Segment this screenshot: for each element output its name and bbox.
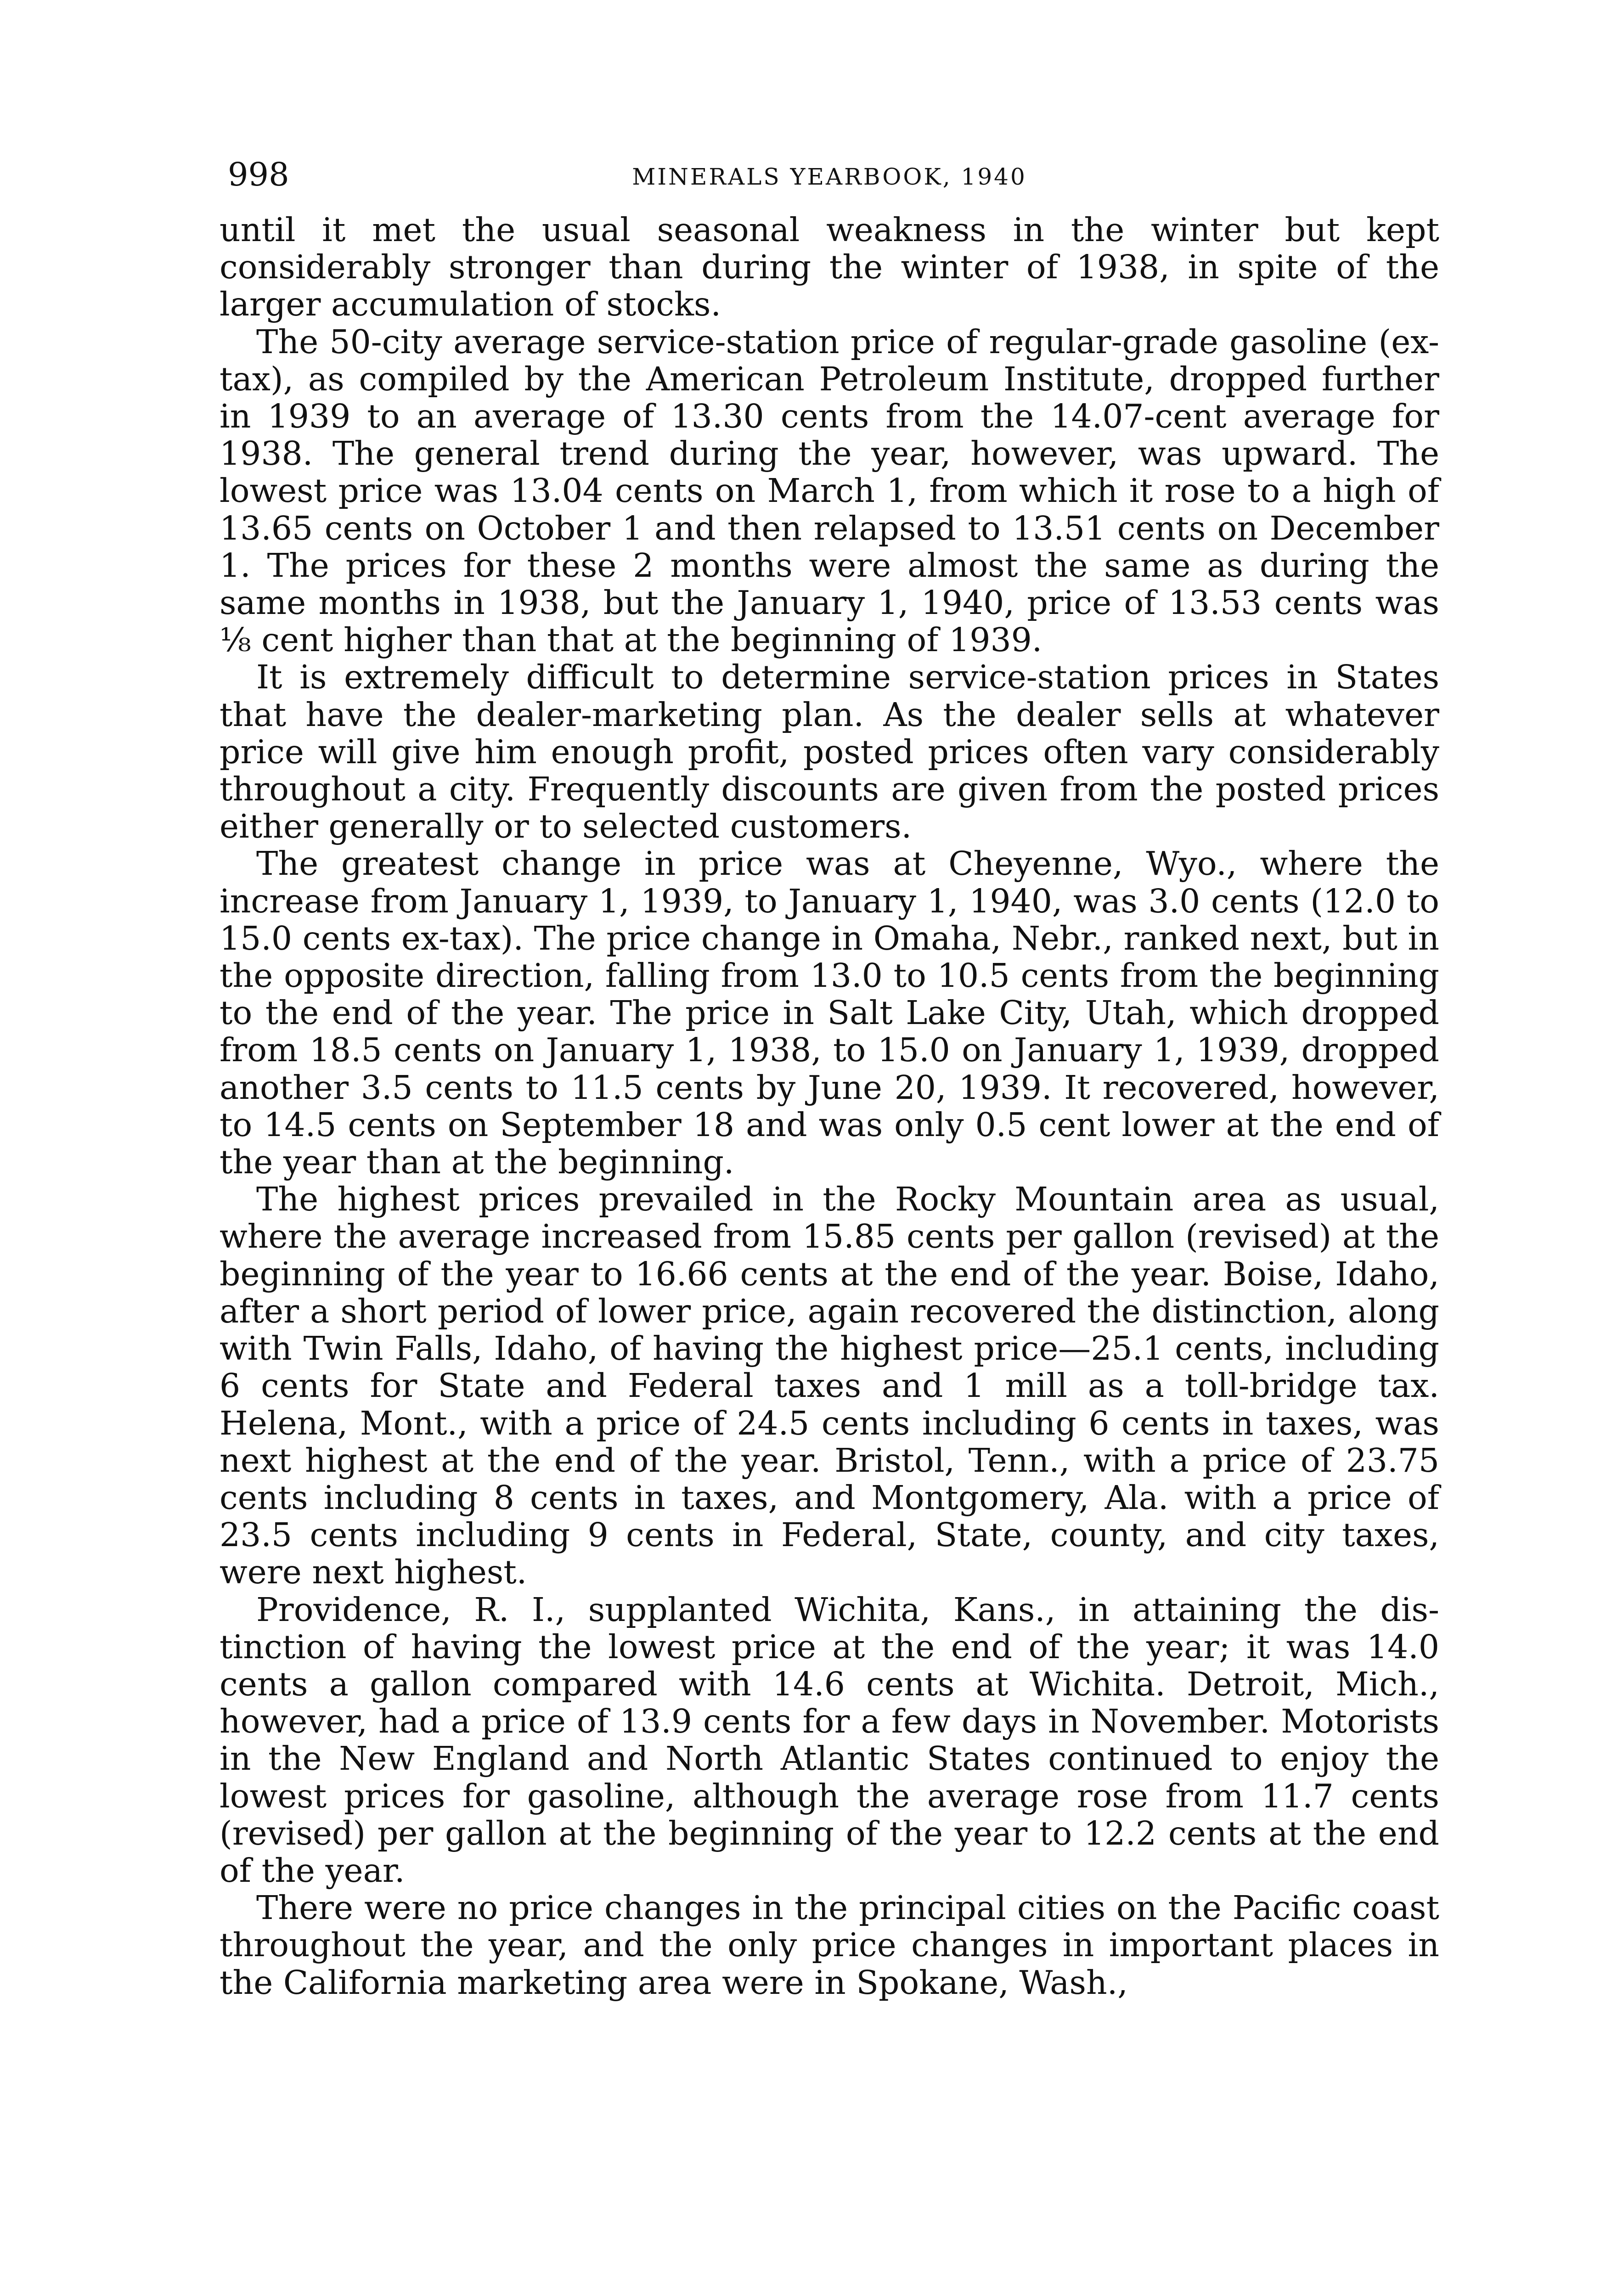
paragraph-highest-prices: The highest prices prevailed in the Rocky Mountain area as usual, where the average increased from 15.85 cents per gallon (revised) at the beginning of the year to 16.66 cents at the end of the year. Boise, Idaho, after a short period of lower price, again recovered the distinction, along with Twin Falls, Idaho, of having the highest price—25.1 cents, including 6 cents for State and Federal taxes and 1 mill as a toll-bridge tax. Helena, Mont., with a price of 24.5 cents including 6 cents in taxes, was next highest at the end of the year. Bristol, Tenn., with a price of 23.75 cents including 8 cents in taxes, and Montgomery, Ala. with a price of 23.5 cents including 9 cents in Federal, State, county, and city taxes, were next highest. [220,1180,1439,1592]
page-header [220,156,1439,211]
body-text [220,211,1439,2001]
paragraph-dealer-marketing: It is extremely difficult to determine service-station prices in States that have the dealer-marketing plan. As the dealer sells at whatever price will give him enough profit, posted prices often vary considerably throughout a city. Frequently discounts are given from the posted prices either generally or to selected customers. [220,658,1439,846]
paragraph-lowest-prices: Providence, R. I., supplanted Wichita, Kans., in attaining the distinction of having the lowest price at the end of the year; it was 14.0 cents a gallon compared with 14.6 cents at Wichita. Detroit, Mich., however, had a price of 13.9 cents for a few days in November. Motorists in the New England and North Atlantic States continued to enjoy the lowest prices for gasoline, although the average rose from 11.7 cents (revised) per gallon at the beginning of the year to 12.2 cents at the end of the year. [220,1590,1439,1890]
paragraph-continuation: until it met the usual seasonal weakness in the winter but kept considerably stronger than during the winter of 1938, in spite of the larger accumulation of stocks. [220,211,1439,324]
paragraph-pacific-coast: There were no price changes in the principal cities on the Pacific coast throughout the year, and the only price changes in important places in the California marketing area were in Spokane, Wash., [220,1889,1439,2002]
document-page [220,156,1439,2001]
page-number: 998 [228,156,289,193]
running-head: MINERALS YEARBOOK, 1940 [632,163,1027,190]
paragraph-gasoline-average-price: The 50-city average service-station price of regular-grade gasoline (ex-tax), as compiled by the American Petroleum Institute, dropped further in 1939 to an average of 13.30 cents from the 14.07-cent average for 1938. The general trend during the year, however, was upward. The lowest price was 13.04 cents on March 1, from which it rose to a high of 13.65 cents on October 1 and then relapsed to 13.51 cents on December 1. The prices for these 2 months were almost the same as during the same months in 1938, but the January 1, 1940, price of 13.53 cents was ⅛ cent higher than that at the beginning of 1939. [220,322,1439,659]
paragraph-greatest-change: The greatest change in price was at Cheyenne, Wyo., where the increase from January 1, 1939, to January 1, 1940, was 3.0 cents (12.0 to 15.0 cents ex-tax). The price change in Omaha, Nebr., ranked next, but in the opposite direction, falling from 13.0 to 10.5 cents from the beginning to the end of the year. The price in Salt Lake City, Utah, which dropped from 18.5 cents on January 1, 1938, to 15.0 on January 1, 1939, dropped another 3.5 cents to 11.5 cents by June 20, 1939. It recovered, however, to 14.5 cents on September 18 and was only 0.5 cent lower at the end of the year than at the beginning. [220,844,1439,1182]
